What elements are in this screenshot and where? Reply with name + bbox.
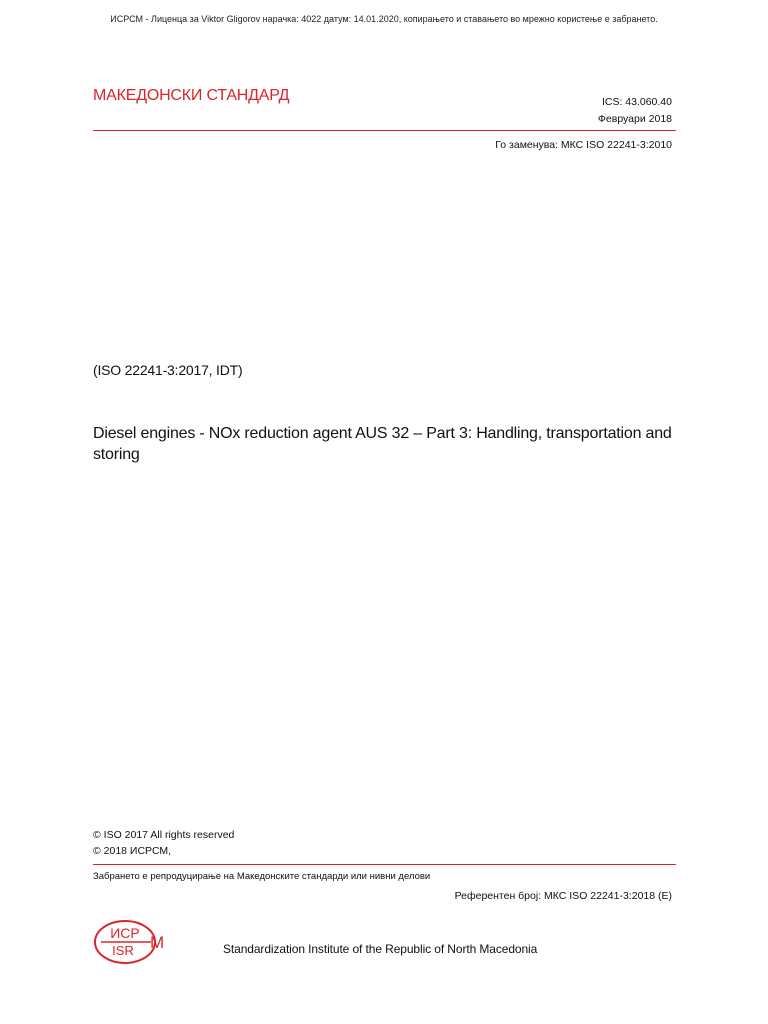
- document-title: [93, 423, 683, 465]
- logo-text-top: ИСР: [110, 925, 140, 941]
- footer-divider: [93, 864, 676, 865]
- header-divider: [93, 130, 676, 131]
- reproduction-notice: Забрането е репродуцирање на Македонските стандарди или нивни делови: [93, 871, 431, 882]
- ics-code: ICS: 43.060.40: [601, 96, 672, 108]
- copyright-iso: © ISO 2017 All rights reserved: [93, 829, 235, 841]
- license-notice: ИСРСМ - Лиценца за Viktor Gligorov нарачка: 4022 датум: 14.01.2020, копирањето и ставањето во мрежно користење е забрането.: [110, 14, 658, 24]
- publication-date: Февруари 2018: [597, 113, 672, 125]
- iso-reference: (ISO 22241-3:2017, IDT): [93, 362, 243, 378]
- institute-name: Standardization Institute of the Republic of North Macedonia: [223, 942, 538, 956]
- document-title-line-2: storing: [93, 446, 140, 463]
- logo-text-m: M: [150, 933, 165, 952]
- copyright-isrsm: © 2018 ИСРСМ,: [93, 845, 172, 857]
- reference-number: Референтен број: МКС ISO 22241-3:2018 (E): [454, 890, 672, 902]
- logo-text-bottom: ISR: [112, 943, 134, 958]
- replaces-standard: Го заменува: МКС ISO 22241-3:2010: [495, 139, 672, 151]
- standard-label: МАКЕДОНСКИ СТАНДАРД: [93, 87, 290, 104]
- document-title-line-1: Diesel engines - NOx reduction agent AUS 32 – Part 3: Handling, transportation and: [93, 425, 672, 442]
- isrsm-logo-icon: [93, 915, 165, 967]
